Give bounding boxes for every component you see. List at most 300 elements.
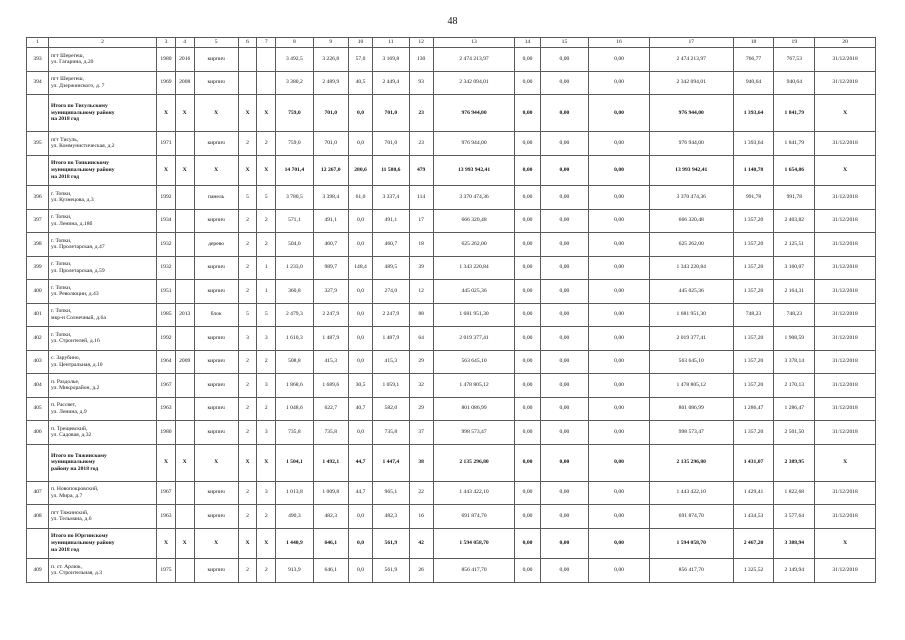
- table-cell: 701,0: [313, 132, 348, 156]
- table-cell: 1 689,6: [313, 374, 348, 398]
- table-cell: 402: [27, 327, 49, 351]
- table-cell: 0,0: [348, 95, 372, 132]
- table-cell: 2 019 377,41: [649, 327, 733, 351]
- table-cell: 0,00: [515, 233, 540, 257]
- column-number-6: 6: [238, 38, 257, 48]
- table-cell: 1 357,20: [733, 327, 774, 351]
- table-cell: 0,00: [540, 155, 589, 186]
- table-cell: 1971: [157, 132, 176, 156]
- table-cell: 2: [257, 132, 276, 156]
- table-cell: 2: [257, 559, 276, 583]
- table-cell: 482,3: [313, 505, 348, 529]
- table-cell: 31/12/2018: [815, 327, 876, 351]
- table-cell: X: [157, 528, 176, 559]
- table-cell: 39: [409, 256, 433, 280]
- table-cell: 5: [257, 186, 276, 210]
- table-cell: 3 780,5: [276, 186, 313, 210]
- table-cell: 3 337,4: [373, 186, 409, 210]
- table-cell: 0,00: [589, 397, 650, 421]
- table-cell: 0,00: [540, 256, 589, 280]
- table-cell: 748,23: [733, 303, 774, 327]
- table-cell: 31/12/2018: [815, 256, 876, 280]
- table-cell: 479: [409, 155, 433, 186]
- table-cell: X: [257, 528, 276, 559]
- table-cell: 691 874,70: [433, 505, 515, 529]
- subtotal-label-cell: Итого по Тяжинскому муниципальному району на 2018 год: [49, 444, 157, 481]
- table-cell: 0,00: [515, 48, 540, 72]
- table-cell: 0,00: [589, 186, 650, 210]
- table-cell: 2 479,3: [276, 303, 313, 327]
- table-cell: кирпич: [194, 505, 238, 529]
- table-cell: 976 944,00: [433, 132, 515, 156]
- table-cell: 1985: [157, 303, 176, 327]
- column-number-17: 17: [649, 38, 733, 48]
- table-cell: 2 135 296,80: [433, 444, 515, 481]
- table-cell: 0,00: [589, 559, 650, 583]
- table-cell: 40,7: [348, 397, 372, 421]
- table-cell: 445 025,36: [649, 280, 733, 304]
- table-cell: 3 378,14: [774, 350, 815, 374]
- table-cell: 0,00: [589, 95, 650, 132]
- table-cell: 1 478 805,12: [433, 374, 515, 398]
- table-cell: 1 868,6: [276, 374, 313, 398]
- table-cell: 1969: [157, 71, 176, 95]
- table-cell: 3: [257, 421, 276, 445]
- table-cell: 0,00: [515, 481, 540, 505]
- table-cell: 395: [27, 132, 49, 156]
- table-row: [27, 350, 876, 374]
- table-cell: 2 125,51: [774, 233, 815, 257]
- table-cell: 801 086,99: [649, 397, 733, 421]
- table-cell: 666 320,48: [649, 209, 733, 233]
- table-cell: 3 160,07: [774, 256, 815, 280]
- table-cell: X: [257, 155, 276, 186]
- table-cell: 856 417,70: [649, 559, 733, 583]
- table-cell: 2 135 296,80: [649, 444, 733, 481]
- table-cell: 0,00: [540, 132, 589, 156]
- table-cell: 2 170,13: [774, 374, 815, 398]
- table-cell: 491,1: [313, 209, 348, 233]
- table-cell: 0,00: [515, 421, 540, 445]
- table-cell: 415,3: [373, 350, 409, 374]
- column-number-20: 20: [815, 38, 876, 48]
- table-cell: 327,9: [313, 280, 348, 304]
- table-cell: 460,7: [373, 233, 409, 257]
- table-cell: 57,0: [348, 48, 372, 72]
- table-cell: 1 343 220,84: [433, 256, 515, 280]
- table-cell: 2 164,31: [774, 280, 815, 304]
- table-cell: 701,0: [313, 95, 348, 132]
- table-row: [27, 327, 876, 351]
- table-cell: 582,0: [373, 397, 409, 421]
- table-cell: 622,7: [313, 397, 348, 421]
- table-cell: кирпич: [194, 397, 238, 421]
- table-cell: 701,0: [373, 95, 409, 132]
- table-cell: 31/12/2018: [815, 280, 876, 304]
- table-cell: 1967: [157, 374, 176, 398]
- table-cell: 2 149,94: [774, 559, 815, 583]
- table-cell: 23: [409, 132, 433, 156]
- table-cell: 3 370 474,36: [649, 186, 733, 210]
- table-cell: 0,0: [348, 209, 372, 233]
- table-cell: 1 393,64: [733, 95, 774, 132]
- table-cell: 1 492,1: [313, 444, 348, 481]
- table-cell: 748,23: [774, 303, 815, 327]
- table-cell: X: [194, 444, 238, 481]
- table-cell: 1 841,79: [774, 95, 815, 132]
- table-cell: 130: [409, 48, 433, 72]
- table-cell: 0,00: [540, 280, 589, 304]
- address-cell: г. Топки, мкр-н Солнечный, д.6а: [49, 303, 157, 327]
- table-cell: 976 944,00: [433, 95, 515, 132]
- column-number-5: 5: [194, 38, 238, 48]
- table-cell: 0,00: [515, 280, 540, 304]
- table-cell: 0,0: [348, 559, 372, 583]
- table-cell: 393: [27, 48, 49, 72]
- table-cell: 1 487,9: [313, 327, 348, 351]
- table-cell: 0,00: [515, 186, 540, 210]
- table-cell: 2 389,95: [774, 444, 815, 481]
- table-cell: 1 681 951,30: [649, 303, 733, 327]
- table-cell: 0,00: [540, 95, 589, 132]
- table-cell: 31/12/2018: [815, 48, 876, 72]
- table-cell: 998 573,47: [433, 421, 515, 445]
- table-cell: 1975: [157, 559, 176, 583]
- table-cell: 2: [238, 505, 257, 529]
- address-cell: г. Топки, ул. Революции, д.43: [49, 280, 157, 304]
- table-cell: 0,00: [540, 48, 589, 72]
- address-cell: п. ст. Арлюк, ул. Строительная, д.3: [49, 559, 157, 583]
- table-cell: 31/12/2018: [815, 505, 876, 529]
- table-cell: 940,64: [774, 71, 815, 95]
- column-number-12: 12: [409, 38, 433, 48]
- table-cell: X: [175, 444, 194, 481]
- table-cell: 940,64: [733, 71, 774, 95]
- table-row: [27, 132, 876, 156]
- table-cell: 0,00: [540, 303, 589, 327]
- table-cell: 0,00: [589, 132, 650, 156]
- table-cell: 0,00: [540, 233, 589, 257]
- column-number-7: 7: [257, 38, 276, 48]
- table-cell: 16: [409, 505, 433, 529]
- table-cell: 1 487,9: [373, 327, 409, 351]
- table-cell: 1 357,20: [733, 374, 774, 398]
- table-cell: 1992: [157, 186, 176, 210]
- table-cell: 0,00: [589, 481, 650, 505]
- table-cell: 1 357,20: [733, 209, 774, 233]
- table-cell: 1 478 805,12: [649, 374, 733, 398]
- table-cell: 401: [27, 303, 49, 327]
- table-cell: 405: [27, 397, 49, 421]
- address-cell: г. Топки, ул. Строителей, д.16: [49, 327, 157, 351]
- table-cell: [27, 155, 49, 186]
- table-cell: 23: [409, 95, 433, 132]
- table-cell: 40,5: [348, 71, 372, 95]
- table-cell: 29: [409, 350, 433, 374]
- table-cell: 0,00: [515, 71, 540, 95]
- table-cell: 2: [238, 374, 257, 398]
- column-number-14: 14: [515, 38, 540, 48]
- table-cell: 766,77: [733, 48, 774, 72]
- table-cell: 5: [238, 303, 257, 327]
- table-cell: 2 467,20: [733, 528, 774, 559]
- table-row: [27, 48, 876, 72]
- table-cell: 1967: [157, 481, 176, 505]
- table-cell: 1 594 058,70: [433, 528, 515, 559]
- table-cell: 2: [238, 350, 257, 374]
- table-cell: 3 169,8: [373, 48, 409, 72]
- table-cell: 1964: [157, 350, 176, 374]
- table-row: [27, 233, 876, 257]
- table-cell: 965,1: [373, 481, 409, 505]
- table-cell: 646,1: [313, 528, 348, 559]
- table-cell: 12: [409, 280, 433, 304]
- table-cell: [238, 48, 257, 72]
- table-cell: 0,0: [348, 528, 372, 559]
- table-cell: 0,00: [589, 48, 650, 72]
- address-cell: г. Топки, ул. Ленина, д.18б: [49, 209, 157, 233]
- table-cell: [175, 374, 194, 398]
- table-cell: 31/12/2018: [815, 132, 876, 156]
- table-cell: 0,00: [589, 327, 650, 351]
- table-cell: 490,3: [276, 505, 313, 529]
- table-cell: 0,00: [540, 209, 589, 233]
- table-row: [27, 559, 876, 583]
- table-cell: блок: [194, 303, 238, 327]
- table-cell: 2: [257, 233, 276, 257]
- table-cell: 406: [27, 421, 49, 445]
- table-cell: кирпич: [194, 327, 238, 351]
- column-number-13: 13: [433, 38, 515, 48]
- table-cell: 0,00: [540, 421, 589, 445]
- table-cell: кирпич: [194, 559, 238, 583]
- table-cell: 0,0: [348, 280, 372, 304]
- table-cell: 399: [27, 256, 49, 280]
- table-cell: 1 654,86: [774, 155, 815, 186]
- column-number-header-row: [27, 38, 876, 48]
- table-cell: 2: [257, 505, 276, 529]
- table-cell: 991,78: [733, 186, 774, 210]
- table-cell: 2: [238, 481, 257, 505]
- table-cell: 3: [238, 327, 257, 351]
- table-cell: 0,00: [540, 397, 589, 421]
- table-cell: 31/12/2018: [815, 350, 876, 374]
- table-cell: 2: [238, 256, 257, 280]
- table-cell: 2013: [175, 303, 194, 327]
- table-cell: X: [175, 155, 194, 186]
- table-cell: [175, 421, 194, 445]
- table-cell: 701,0: [373, 132, 409, 156]
- subtotal-label-cell: Итого по Тисульскому муниципальному району на 2018 год: [49, 95, 157, 132]
- table-cell: 1934: [157, 209, 176, 233]
- table-cell: [175, 327, 194, 351]
- table-cell: X: [815, 444, 876, 481]
- table-cell: 0,00: [540, 481, 589, 505]
- table-cell: 1 286,47: [774, 397, 815, 421]
- column-number-8: 8: [276, 38, 313, 48]
- table-row: [27, 303, 876, 327]
- table-cell: 3: [257, 481, 276, 505]
- table-cell: кирпич: [194, 256, 238, 280]
- table-cell: [175, 397, 194, 421]
- table-cell: 1 357,20: [733, 256, 774, 280]
- table-cell: 31/12/2018: [815, 186, 876, 210]
- table-cell: 2 449,4: [373, 71, 409, 95]
- column-number-19: 19: [774, 38, 815, 48]
- table-cell: 2: [238, 559, 257, 583]
- table-cell: 17: [409, 209, 433, 233]
- table-cell: 0,00: [540, 186, 589, 210]
- table-cell: 735,8: [313, 421, 348, 445]
- table-cell: 1 357,20: [733, 350, 774, 374]
- column-number-15: 15: [540, 38, 589, 48]
- table-cell: 1932: [157, 256, 176, 280]
- table-cell: 2: [238, 421, 257, 445]
- table-cell: 0,00: [589, 350, 650, 374]
- table-row: [27, 421, 876, 445]
- table-cell: 0,00: [540, 505, 589, 529]
- table-cell: 2 247,9: [373, 303, 409, 327]
- table-cell: 360,8: [276, 280, 313, 304]
- table-cell: 2 474 213,97: [433, 48, 515, 72]
- table-cell: [27, 95, 49, 132]
- table-cell: [27, 444, 49, 481]
- table-cell: 1 343 220,84: [649, 256, 733, 280]
- table-cell: 0,00: [589, 280, 650, 304]
- table-row: [27, 505, 876, 529]
- table-cell: 998 573,47: [649, 421, 733, 445]
- table-cell: 0,00: [589, 256, 650, 280]
- table-cell: 1 443 422,10: [433, 481, 515, 505]
- table-cell: 0,00: [540, 350, 589, 374]
- column-number-18: 18: [733, 38, 774, 48]
- table-cell: 0,00: [589, 303, 650, 327]
- subtotal-label-cell: Итого по Юргинскому муниципальному району на 2018 год: [49, 528, 157, 559]
- table-cell: 0,00: [589, 155, 650, 186]
- table-cell: 563 645,10: [649, 350, 733, 374]
- table-cell: 1: [257, 256, 276, 280]
- table-cell: X: [238, 95, 257, 132]
- table-cell: 3 388,94: [774, 528, 815, 559]
- table-cell: 504,0: [276, 233, 313, 257]
- table-cell: 991,78: [774, 186, 815, 210]
- table-cell: кирпич: [194, 350, 238, 374]
- table-cell: 404: [27, 374, 49, 398]
- table-cell: 856 417,70: [433, 559, 515, 583]
- table-cell: 0,00: [515, 209, 540, 233]
- table-cell: 0,0: [348, 505, 372, 529]
- table-cell: 280,6: [348, 155, 372, 186]
- table-cell: X: [815, 95, 876, 132]
- table-cell: 0,00: [540, 71, 589, 95]
- table-cell: 0,00: [515, 155, 540, 186]
- table-cell: 1 440,9: [276, 528, 313, 559]
- column-number-10: 10: [348, 38, 372, 48]
- table-cell: 88: [409, 303, 433, 327]
- table-cell: X: [238, 444, 257, 481]
- table-cell: 37: [409, 421, 433, 445]
- table-cell: 407: [27, 481, 49, 505]
- table-cell: 0,00: [515, 374, 540, 398]
- table-cell: 563 645,10: [433, 350, 515, 374]
- table-cell: 31/12/2018: [815, 397, 876, 421]
- table-row: [27, 397, 876, 421]
- address-cell: п. Новопокровский, ул. Мира, д.7: [49, 481, 157, 505]
- table-cell: 3 370 474,36: [433, 186, 515, 210]
- table-cell: 1 357,20: [733, 421, 774, 445]
- table-cell: 14 701,4: [276, 155, 313, 186]
- housing-register-table: [26, 37, 876, 583]
- table-cell: X: [194, 95, 238, 132]
- table-cell: 801 086,99: [433, 397, 515, 421]
- table-cell: 114: [409, 186, 433, 210]
- table-cell: 1 357,20: [733, 280, 774, 304]
- table-cell: панель: [194, 186, 238, 210]
- table-cell: 1951: [157, 280, 176, 304]
- subtotal-row: [27, 95, 876, 132]
- table-cell: 44,7: [348, 444, 372, 481]
- table-cell: 400: [27, 280, 49, 304]
- table-cell: 32: [409, 374, 433, 398]
- subtotal-row: [27, 528, 876, 559]
- table-cell: 1 594 058,70: [649, 528, 733, 559]
- table-cell: 1 233,0: [276, 256, 313, 280]
- table-cell: 1: [257, 280, 276, 304]
- table-cell: X: [815, 528, 876, 559]
- table-cell: 2: [257, 350, 276, 374]
- table-cell: 1 357,20: [733, 233, 774, 257]
- table-cell: 0,00: [540, 559, 589, 583]
- table-cell: 489,5: [373, 256, 409, 280]
- address-cell: п. Трещевский, ул. Садовая, д.32: [49, 421, 157, 445]
- table-cell: 735,8: [373, 421, 409, 445]
- table-cell: 2 489,9: [313, 71, 348, 95]
- table-cell: 403: [27, 350, 49, 374]
- table-cell: 31/12/2018: [815, 303, 876, 327]
- table-cell: 1 325,52: [733, 559, 774, 583]
- table-row: [27, 256, 876, 280]
- table-cell: 0,0: [348, 327, 372, 351]
- table-cell: 2 342 094,01: [433, 71, 515, 95]
- table-cell: 508,8: [276, 350, 313, 374]
- table-cell: 396: [27, 186, 49, 210]
- table-cell: 2: [238, 280, 257, 304]
- table-cell: 0,00: [589, 528, 650, 559]
- table-cell: 1963: [157, 505, 176, 529]
- table-cell: 3 577,64: [774, 505, 815, 529]
- address-cell: пгт Шерегеш, ул. Дзержинского, д. 7: [49, 71, 157, 95]
- table-cell: 31/12/2018: [815, 233, 876, 257]
- table-cell: 1 059,1: [373, 374, 409, 398]
- table-cell: 2 342 094,01: [649, 71, 733, 95]
- table-cell: 1 434,53: [733, 505, 774, 529]
- table-cell: 0,00: [515, 95, 540, 132]
- table-cell: 691 874,70: [649, 505, 733, 529]
- table-cell: 1 429,41: [733, 481, 774, 505]
- table-cell: 3: [257, 327, 276, 351]
- table-cell: X: [238, 528, 257, 559]
- table-cell: 625 262,00: [433, 233, 515, 257]
- table-cell: 1 908,59: [774, 327, 815, 351]
- table-cell: 274,0: [373, 280, 409, 304]
- column-number-4: 4: [175, 38, 194, 48]
- table-cell: 913,9: [276, 559, 313, 583]
- table-cell: [257, 48, 276, 72]
- table-cell: 0,00: [515, 350, 540, 374]
- table-row: [27, 186, 876, 210]
- table-cell: 0,00: [515, 528, 540, 559]
- table-cell: 13 993 942,41: [649, 155, 733, 186]
